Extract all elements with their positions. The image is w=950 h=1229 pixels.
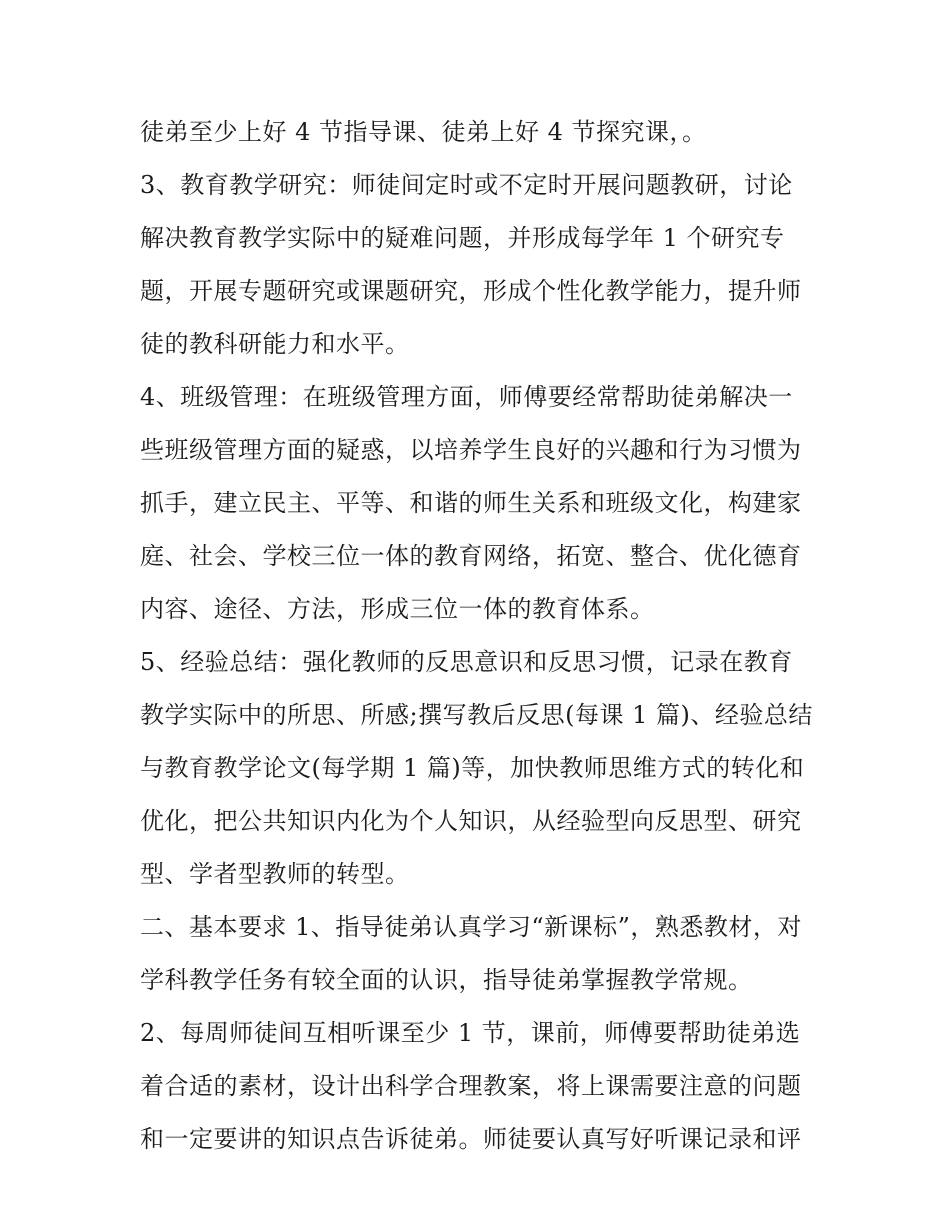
text-line: 型、学者型教师的转型。	[140, 860, 410, 888]
text-line: 学科教学任务有较全面的认识，指导徒弟掌握教学常规。	[140, 966, 753, 994]
text-line: 教学实际中的所思、所感;撰写教后反思(每课 1 篇)、经验总结	[140, 701, 813, 729]
text-line: 庭、社会、学校三位一体的教育网络，拓宽、整合、优化德育	[140, 542, 802, 570]
text-line: 4、班级管理：在班级管理方面，师傅要经常帮助徒弟解决一	[140, 383, 793, 411]
text-line: 优化，把公共知识内化为个人知识，从经验型向反思型、研究	[140, 807, 802, 835]
text-line: 5、经验总结：强化教师的反思意识和反思习惯，记录在教育	[140, 648, 793, 676]
text-line: 徒的教科研能力和水平。	[140, 330, 410, 358]
text-line: 2、每周师徒间互相听课至少 1 节，课前，师傅要帮助徒弟选	[140, 1019, 801, 1047]
text-line: 徒弟至少上好 4 节指导课、徒弟上好 4 节探究课，。	[140, 118, 707, 146]
text-line: 二、基本要求 1、指导徒弟认真学习“新课标”，熟悉教材，对	[140, 913, 802, 941]
text-line: 内容、途径、方法，形成三位一体的教育体系。	[140, 595, 655, 623]
text-line: 3、教育教学研究：师徒间定时或不定时开展问题教研，讨论	[140, 171, 793, 199]
text-line: 解决教育教学实际中的疑难问题，并形成每学年 1 个研究专	[140, 224, 785, 252]
text-line: 抓手，建立民主、平等、和谐的师生关系和班级文化，构建家	[140, 489, 802, 517]
text-line: 些班级管理方面的疑惑，以培养学生良好的兴趣和行为习惯为	[140, 436, 802, 464]
text-line: 和一定要讲的知识点告诉徒弟。师徒要认真写好听课记录和评	[140, 1125, 802, 1153]
document-body	[140, 106, 820, 1166]
text-line: 题，开展专题研究或课题研究，形成个性化教学能力，提升师	[140, 277, 802, 305]
text-line: 着合适的素材，设计出科学合理教案，将上课需要注意的问题	[140, 1072, 802, 1100]
text-line: 与教育教学论文(每学期 1 篇)等，加快教师思维方式的转化和	[140, 754, 805, 782]
